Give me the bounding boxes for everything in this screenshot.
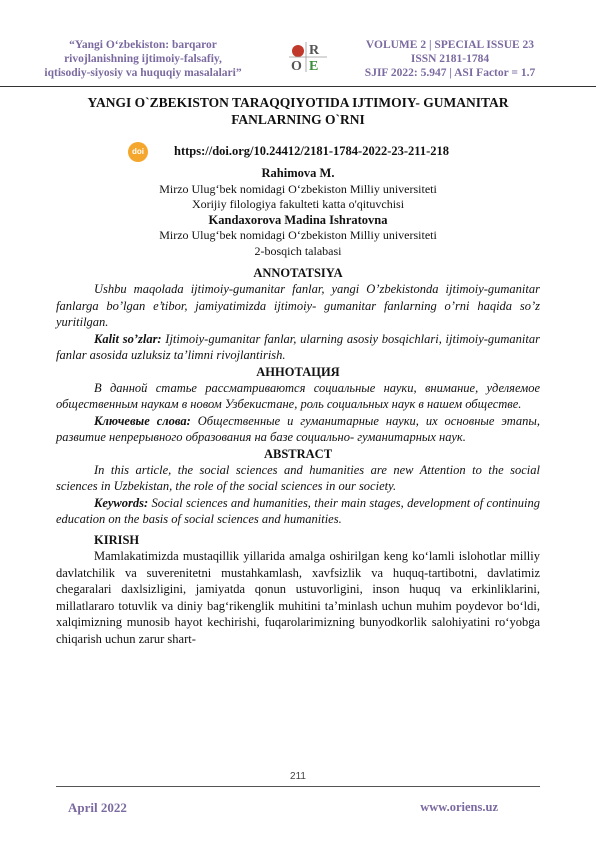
annotatsiya-keywords bbox=[56, 331, 540, 364]
keywords-text: Social sciences and humanities, their main stages, development of continuing education on the basis of social sciences and humanities. bbox=[56, 495, 540, 526]
logo-letter: R bbox=[309, 43, 320, 58]
annotation-ru-heading: АННОТАЦИЯ bbox=[256, 364, 340, 379]
volume-line: VOLUME 2 | SPECIAL ISSUE 23 bbox=[365, 39, 535, 51]
journal-info bbox=[340, 38, 560, 80]
article-body bbox=[56, 94, 540, 647]
author-name: Kandaxorova Madina Ishratovna bbox=[208, 212, 388, 227]
keywords-label: Keywords: bbox=[94, 495, 149, 510]
page-header bbox=[0, 0, 596, 86]
header-divider bbox=[0, 86, 596, 87]
intro-text: Mamlakatimizda mustaqillik yillarida amalga oshirilgan keng ko‘lamli islohotlar milliy davlatchilik va suverenitetni mustahkamlash, xavfsizlik va huquq-tartibotni, davlatimiz chegaralari daxlsizligini, jamiyatda qonun ustuvorligini, inson huquq va erkinliklarini, millatlararo totuvlik va diniy bag‘rikenglik muhitini ta’minlash uchun muhim poydevor bo‘ldi, xalqimizning munosib hayot kechirishi, fuqarolarimizning bunyodkorlik salohiyatini ro‘yobga chiqarish uchun zarur shart- bbox=[56, 549, 540, 646]
doi-icon: doi bbox=[128, 142, 148, 162]
issn-line: ISSN 2181-1784 bbox=[410, 53, 490, 65]
conference-title-line: iqtisodiy-siyosiy va huquqiy masalalari” bbox=[44, 67, 242, 79]
footer-divider bbox=[56, 786, 540, 787]
page-number: 211 bbox=[290, 771, 306, 782]
footer-site-link[interactable]: www.oriens.uz bbox=[420, 800, 498, 814]
author-affiliation: Mirzo Ulug‘bek nomidagi O‘zbekiston Milliy universiteti bbox=[159, 228, 437, 242]
conference-title-line: rivojlanishning ijtimoiy-falsafiy, bbox=[64, 53, 222, 65]
doi-link[interactable]: https://doi.org/10.24412/2181-1784-2022-23-211-218 bbox=[174, 144, 449, 158]
impact-factor-line: SJIF 2022: 5.947 | ASI Factor = 1.7 bbox=[364, 67, 536, 79]
author-affiliation: 2-bosqich talabasi bbox=[254, 243, 342, 258]
conference-title bbox=[28, 38, 258, 80]
doi-row bbox=[56, 141, 540, 163]
abstract-text: In this article, the social sciences and humanities are new Attention to the social sciences in Uzbekistan, the role of the social sciences in our society. bbox=[56, 462, 540, 493]
keywords-label: Ключевые слова: bbox=[94, 413, 191, 428]
authors-block bbox=[56, 166, 540, 259]
author-affiliation: Xorijiy filologiya fakulteti katta o'qituvchisi bbox=[191, 197, 405, 211]
annotatsiya-text: Ushbu maqolada ijtimoiy-gumanitar fanlar, yangi O’zbekistonda ijtimoiy-gumanitar fanlarga bo’lgan e’tibor, jamiyatimizda ijtimoiy- gumanitar fanlarning o’rni haqida so’z yuritilgan. bbox=[56, 282, 540, 329]
logo-letter: O bbox=[291, 59, 302, 74]
abstract-heading: ABSTRACT bbox=[263, 446, 333, 461]
keywords-label: Kalit so’zlar: bbox=[94, 331, 162, 346]
article-title bbox=[56, 94, 540, 128]
intro-heading: KIRISH bbox=[94, 532, 140, 547]
annotatsiya-heading: ANNOTATSIYA bbox=[253, 266, 343, 280]
logo-letter: E bbox=[309, 59, 319, 74]
footer-date: April 2022 bbox=[68, 800, 127, 815]
article-title-line: YANGI O`ZBEKISTON TARAQQIYOTIDA IJTIMOIY- GUMANITAR bbox=[87, 95, 509, 110]
article-title-line: FANLARNING O`RNI bbox=[231, 112, 365, 127]
abstract-keywords bbox=[56, 495, 540, 528]
keywords-text: Ijtimoiy-gumanitar fanlar, ularning asosiy bosqichlari, ijtimoiy-gumanitar fanlar asosida uzluksiz ta’limni rivojlantirish. bbox=[56, 331, 540, 362]
author-name: Rahimova M. bbox=[261, 166, 335, 180]
keywords-text: Общественные и гуманитарные науки, их основные этапы, развитие непрерывного образования на базе социально- гуманитарных наук. bbox=[56, 413, 540, 444]
logo-dot-icon bbox=[292, 45, 304, 57]
conference-title-line: “Yangi O‘zbekiston: barqaror bbox=[69, 39, 217, 51]
author-affiliation: Mirzo Ulug‘bek nomidagi O‘zbekiston Milliy universiteti bbox=[159, 181, 437, 196]
oriens-logo-icon bbox=[287, 40, 331, 74]
annotation-ru-text: В данной статье рассматриваются социальные науки, внимание, уделяемое общественным наукам в новом Узбекистане, роль социальных наук в нашем обществе. bbox=[56, 380, 540, 411]
annotation-ru-keywords bbox=[56, 413, 540, 446]
